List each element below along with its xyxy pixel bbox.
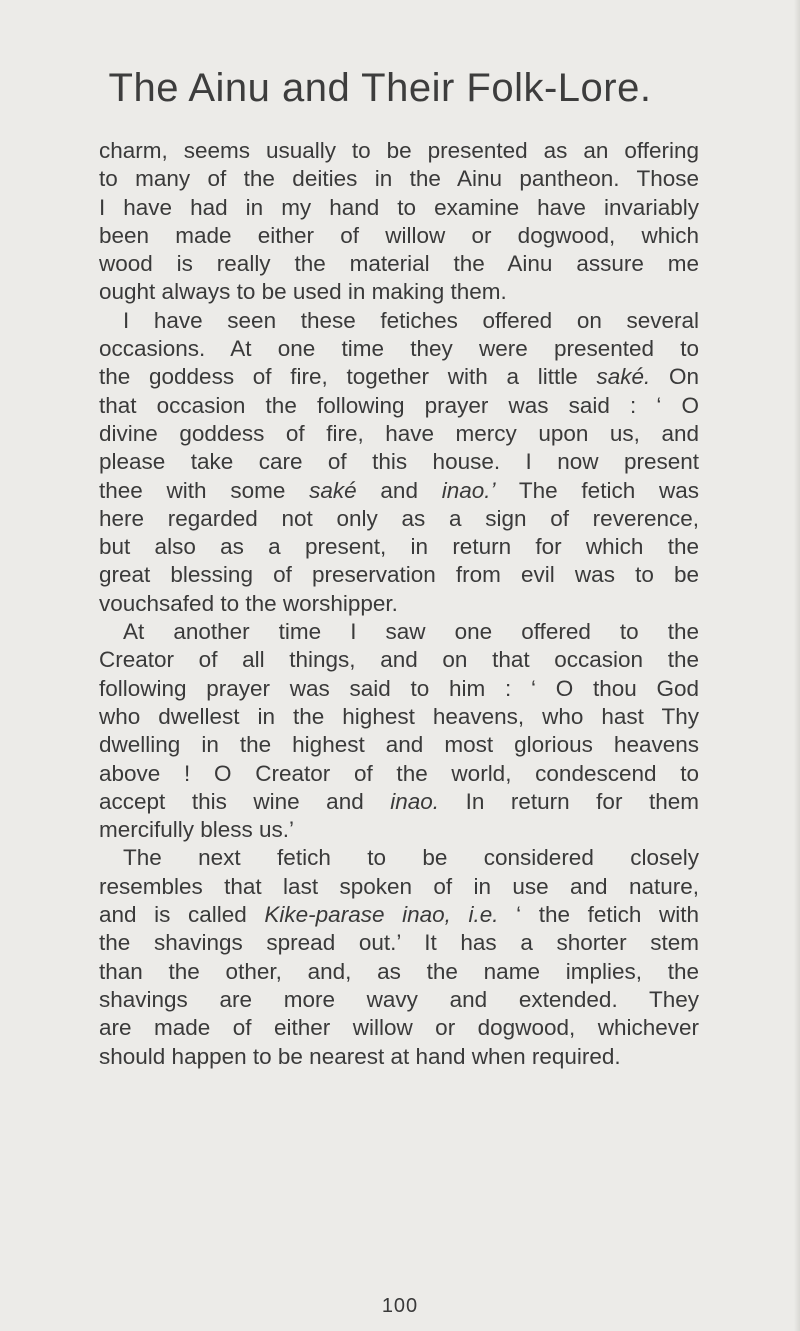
text-line: ought always to be used in making them. (99, 279, 507, 305)
text-line: mercifully bless us.’ (99, 817, 295, 843)
text-line: Creator of all things, and on that occasion the (99, 647, 699, 673)
text-line: I have seen these fetiches offered on several (123, 307, 699, 333)
text-line: wood is really the material the Ainu assure me (99, 251, 699, 277)
italic-term: Kike-parase inao, i.e. (264, 902, 499, 928)
text-fragment: and (356, 477, 442, 503)
text-line: are made of either willow or dogwood, whichever (99, 1015, 699, 1041)
text-line: the shavings spread out.’ It has a shorter stem (99, 930, 699, 956)
text-line: shavings are more wavy and extended. They (99, 986, 699, 1012)
text-fragment: accept this wine and (99, 788, 391, 814)
italic-term: inao.’ (441, 477, 496, 503)
text-fragment: The fetich was (495, 477, 699, 503)
text-line: following prayer was said to him : ‘ O thou God (99, 675, 699, 701)
text-line: who dwellest in the highest heavens, who hast Thy (99, 703, 699, 729)
italic-term: saké (309, 477, 357, 503)
text-line: than the other, and, as the name implies, the (99, 958, 699, 984)
text-line: please take care of this house. I now present (99, 449, 699, 475)
text-line: but also as a present, in return for which the (99, 534, 699, 560)
text-fragment: the goddess of fire, together with a little (99, 364, 597, 390)
text-fragment: ‘ the fetich with (498, 902, 699, 928)
text-line: to many of the deities in the Ainu pantheon. Those (99, 166, 699, 192)
text-fragment: On (650, 364, 699, 390)
italic-term: saké. (596, 364, 651, 390)
running-head: The Ainu and Their Folk-Lore. (108, 66, 652, 110)
text-line (99, 901, 699, 929)
text-line: dwelling in the highest and most glorious heavens (99, 732, 699, 758)
text-line: vouchsafed to the worshipper. (99, 590, 398, 616)
italic-term: inao. (390, 788, 440, 814)
text-line (99, 788, 699, 816)
text-line: I have had in my hand to examine have invariably (99, 194, 699, 220)
text-fragment: and is called (99, 902, 265, 928)
text-line: here regarded not only as a sign of reverence, (99, 505, 699, 531)
text-line: great blessing of preservation from evil was to be (99, 562, 699, 588)
text-line: The next fetich to be considered closely (123, 845, 699, 871)
text-fragment: In return for them (439, 788, 699, 814)
text-line: At another time I saw one offered to the (123, 619, 699, 645)
text-line: that occasion the following prayer was said : ‘ O (99, 392, 699, 418)
text-line: been made either of willow or dogwood, which (99, 222, 699, 248)
text-line (99, 477, 699, 505)
page-number: 100 (381, 1295, 419, 1317)
text-fragment: thee with some (99, 477, 310, 503)
text-line (99, 363, 699, 391)
page-edge-shadow (794, 0, 800, 1331)
text-line: resembles that last spoken of in use and nature, (99, 873, 699, 899)
body-text (99, 137, 699, 1071)
text-line: should happen to be nearest at hand when required. (99, 1043, 621, 1069)
text-line: charm, seems usually to be presented as an offering (99, 138, 699, 163)
text-line: divine goddess of fire, have mercy upon us, and (99, 420, 699, 446)
text-line: occasions. At one time they were presented to (99, 336, 699, 362)
text-line: above ! O Creator of the world, condescend to (99, 760, 699, 786)
